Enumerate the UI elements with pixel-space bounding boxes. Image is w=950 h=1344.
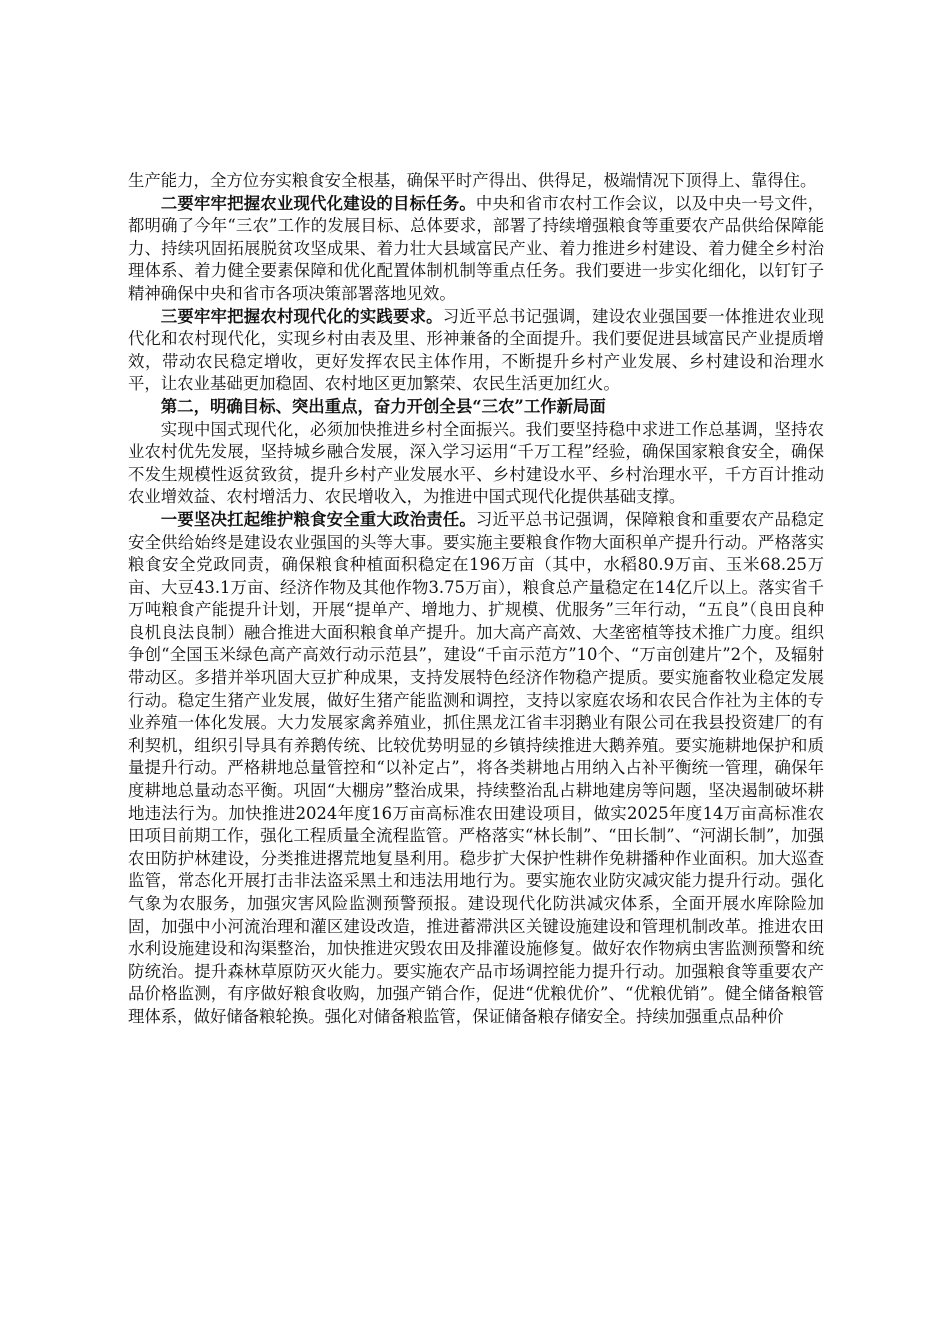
paragraph-section-intro	[128, 419, 824, 509]
paragraph-text: 习近平总书记强调，保障粮食和重要农产品稳定安全供给始终是建设农业强国的头等大事。要实施主要粮食作物大面积单产提升行动。严格落实粮食安全党政同责，确保粮食种植面积稳定在196万亩（其中，水稻80.9万亩、玉米68.25万亩、大豆43.1万亩、经济作物及其他作物3.75万亩），粮食总产量稳定在14亿斤以上。落实省千万吨粮食产能提升计划，开展“提单产、增地力、扩规模、优服务”三年行动，“五良”（良田良种良机良法良制）融合推进大面积粮食单产提升。加大高产高效、大垄密植等技术推广力度。组织争创“全国玉米绿色高产高效行动示范县”，建设“千亩示范方”10个、“万亩创建片”2个，及辐射带动区。多措并举巩固大豆扩种成果，支持发展特色经济作物稳产提质。要实施畜牧业稳定发展行动。稳定生猪产业发展，做好生猪产能监测和调控，支持以家庭农场和农民合作社为主体的专业养殖一体化发展。大力发展家禽养殖业，抓住黑龙江省丰羽鹅业有限公司在我县投资建厂的有利契机，组织引导具有养鹅传统、比较优势明显的乡镇持续推进大鹅养殖。要实施耕地保护和质量提升行动。严格耕地总量管控和“以补定占”，将各类耕地占用纳入占补平衡统一管理，确保年度耕地总量动态平衡。巩固“大棚房”整治成果，持续整治乱占耕地建房等问题，坚决遏制破坏耕地违法行为。加快推进2024年度16万亩高标准农田建设项目，做实2025年度14万亩高标准农田项目前期工作，强化工程质量全流程监管。严格落实“林长制”、“田长制”、“河湖长制”，加强农田防护林建设，分类推进撂荒地复垦利用。稳步扩大保护性耕作免耕播种作业面积。加大巡查监管，常态化开展打击非法盗采黑土和违法用地行为。要实施农业防灾减灾能力提升行动。强化气象为农服务，加强灾害风险监测预警预报。建设现代化防洪减灾体系，全面开展水库除险加固，加强中小河流治理和灌区建设改造，推进蓄滞洪区关键设施建设和管理机制改革。推进农田水利设施建设和沟渠整治，加快推进灾毁农田及排灌设施修复。做好农作物病虫害监测预警和统防统治。提升森林草原防灭火能力。要实施农产品市场调控能力提升行动。加强粮食等重要农产品价格监测，有序做好粮食收购，加强产销合作，促进“优粮优价”、“优粮优销”。健全储备粮管理体系，做好储备粮轮换。强化对储备粮监管，保证储备粮存储安全。持续加强重点品种价	[128, 509, 825, 1026]
paragraph-food-security	[128, 509, 824, 1029]
document-page	[128, 170, 824, 1029]
paragraph-rural-modernization	[128, 306, 824, 396]
paragraph-lead: 一要坚决扛起维护粮食安全重大政治责任。	[160, 509, 476, 529]
paragraph-lead: 三要牢牢把握农村现代化的实践要求。	[160, 306, 443, 326]
section-heading: 第二，明确目标、突出重点，奋力开创全县“三农”工作新局面	[160, 396, 606, 416]
paragraph-agri-modernization	[128, 193, 824, 306]
paragraph-text: 中央和省市农村工作会议，以及中央一号文件，都明确了今年“三农”工作的发展目标、总体要求，部署了持续增强粮食等重要农产品供给保障能力、持续巩固拓展脱贫攻坚成果、着力壮大县域富民产业、着力推进乡村建设、着力健全乡村治理体系、着力健全要素保障和优化配置体制机制等重点任务。我们要进一步实化细化，以钉钉子精神确保中央和省市各项决策部署落地见效。	[128, 193, 825, 303]
paragraph-text: 生产能力，全方位夯实粮食安全根基，确保平时产得出、供得足，极端情况下顶得上、靠得住。	[128, 171, 817, 190]
paragraph-lead: 二要牢牢把握农业现代化建设的目标任务。	[160, 193, 476, 213]
paragraph-continuation	[128, 170, 824, 193]
paragraph-text: 实现中国式现代化，必须加快推进乡村全面振兴。我们要坚持稳中求进工作总基调，坚持农业农村优先发展，坚持城乡融合发展，深入学习运用“千万工程”经验，确保国家粮食安全，确保不发生规模性返贫致贫，提升乡村产业发展水平、乡村建设水平、乡村治理水平，千方百计推动农业增效益、农村增活力、农民增收入，为推进中国式现代化提供基础支撑。	[128, 419, 824, 507]
paragraph-text: 习近平总书记强调，建设农业强国要一体推进农业现代化和农村现代化，实现乡村由表及里、形神兼备的全面提升。我们要促进县域富民产业提质增效，带动农民稳定增收，更好发挥农民主体作用，不断提升乡村产业发展、乡村建设和治理水平，让农业基础更加稳固、农村地区更加繁荣、农民生活更加红火。	[128, 306, 825, 394]
